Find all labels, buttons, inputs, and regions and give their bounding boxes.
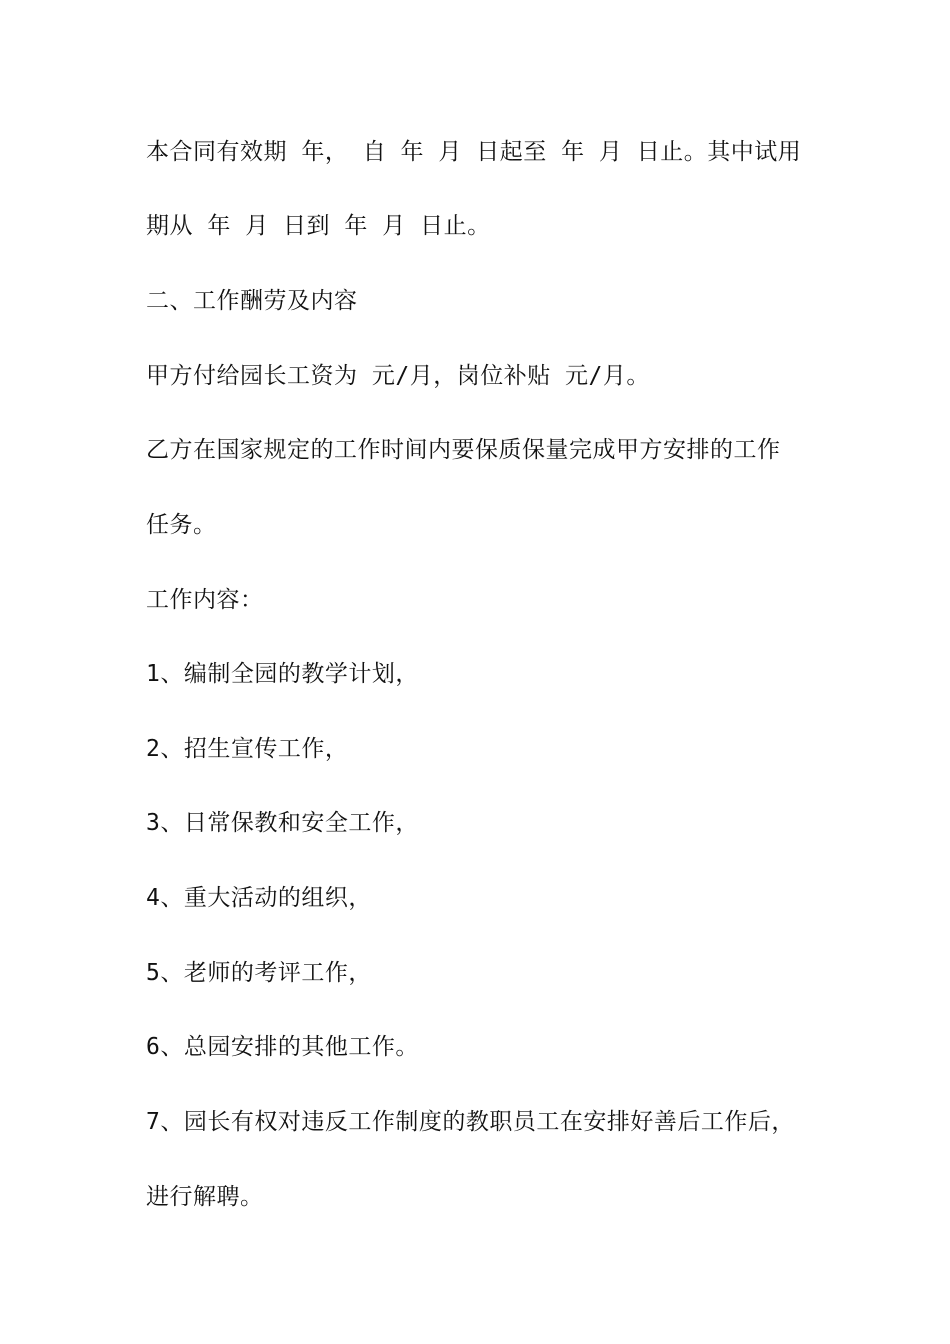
list-item: 6、总园安排的其他工作。 [146, 1034, 419, 1060]
text-line: 甲方付给园长工资为 元/月，岗位补贴 元/月。 [146, 363, 650, 389]
text-line: 工作内容： [146, 587, 264, 613]
section-heading: 二、工作酬劳及内容 [146, 288, 358, 314]
text-line: 乙方在国家规定的工作时间内要保质保量完成甲方安排的工作 [146, 437, 781, 463]
text-line: 进行解聘。 [146, 1184, 264, 1210]
list-item: 7、园长有权对违反工作制度的教职员工在安排好善后工作后， [146, 1109, 795, 1135]
list-item: 1、编制全园的教学计划， [146, 661, 419, 687]
text-line: 任务。 [146, 512, 217, 538]
list-item: 5、老师的考评工作， [146, 960, 372, 986]
text-line: 本合同有效期 年， 自 年 月 日起至 年 月 日止。其中试用 [146, 139, 802, 165]
list-item: 2、招生宣传工作， [146, 736, 349, 762]
list-item: 4、重大活动的组织， [146, 885, 372, 911]
list-item: 3、日常保教和安全工作， [146, 810, 419, 836]
text-line: 期从 年 月 日到 年 月 日止。 [146, 213, 491, 239]
